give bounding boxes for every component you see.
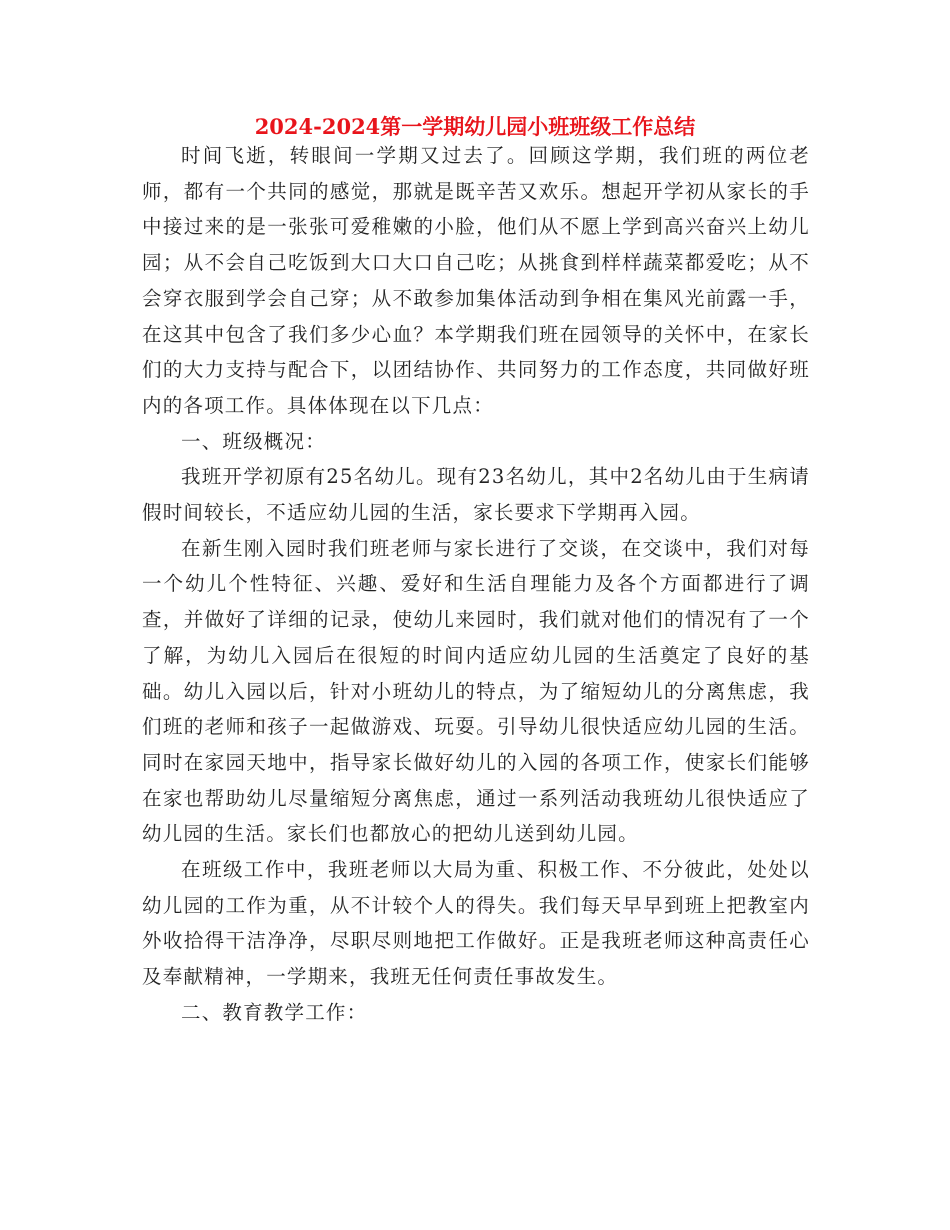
paragraph-enrollment: 我班开学初原有25名幼儿。现有23名幼儿，其中2名幼儿由于生病请假时间较长，不适应幼儿园的生活，家长要求下学期再入园。 <box>142 465 810 525</box>
document-title: 2024-2024第一学期幼儿园小班班级工作总结 <box>254 114 696 139</box>
document-body <box>142 138 810 1031</box>
section-heading-teaching-work: 二、教育教学工作： <box>181 1000 368 1024</box>
paragraph-class-work: 在班级工作中，我班老师以大局为重、积极工作、不分彼此，处处以幼儿园的工作为重，从不计较个人的得失。我们每天早早到班上把教室内外收拾得干洁净净，尽职尽则地把工作做好。正是我班老师这种高责任心及奉献精神，一学期来，我班无任何责任事故发生。 <box>142 858 810 989</box>
paragraph-intro: 时间飞逝，转眼间一学期又过去了。回顾这学期，我们班的两位老师，都有一个共同的感觉，那就是既辛苦又欢乐。想起开学初从家长的手中接过来的是一张张可爱稚嫩的小脸，他们从不愿上学到高兴奋兴上幼儿园；从不会自己吃饭到大口大口自己吃；从挑食到样样蔬菜都爱吃；从不会穿衣服到学会自己穿；从不敢参加集体活动到争相在集风光前露一手，在这其中包含了我们多少心血？本学期我们班在园领导的关怀中，在家长们的大力支持与配合下，以团结协作、共同努力的工作态度，共同做好班内的各项工作。具体体现在以下几点： <box>142 144 810 417</box>
section-heading-class-overview: 一、班级概况： <box>181 429 326 453</box>
paragraph-new-students: 在新生刚入园时我们班老师与家长进行了交谈，在交谈中，我们对每一个幼儿个性特征、兴趣、爱好和生活自理能力及各个方面都进行了调查，并做好了详细的记录，使幼儿来园时，我们就对他们的情况有了一个了解，为幼儿入园后在很短的时间内适应幼儿园的生活奠定了良好的基础。幼儿入园以后，针对小班幼儿的特点，为了缩短幼儿的分离焦虑，我们班的老师和孩子一起做游戏、玩耍。引导幼儿很快适应幼儿园的生活。同时在家园天地中，指导家长做好幼儿的入园的各项工作，使家长们能够在家也帮助幼儿尽量缩短分离焦虑，通过一系列活动我班幼儿很快适应了幼儿园的生活。家长们也都放心的把幼儿送到幼儿园。 <box>142 536 810 846</box>
